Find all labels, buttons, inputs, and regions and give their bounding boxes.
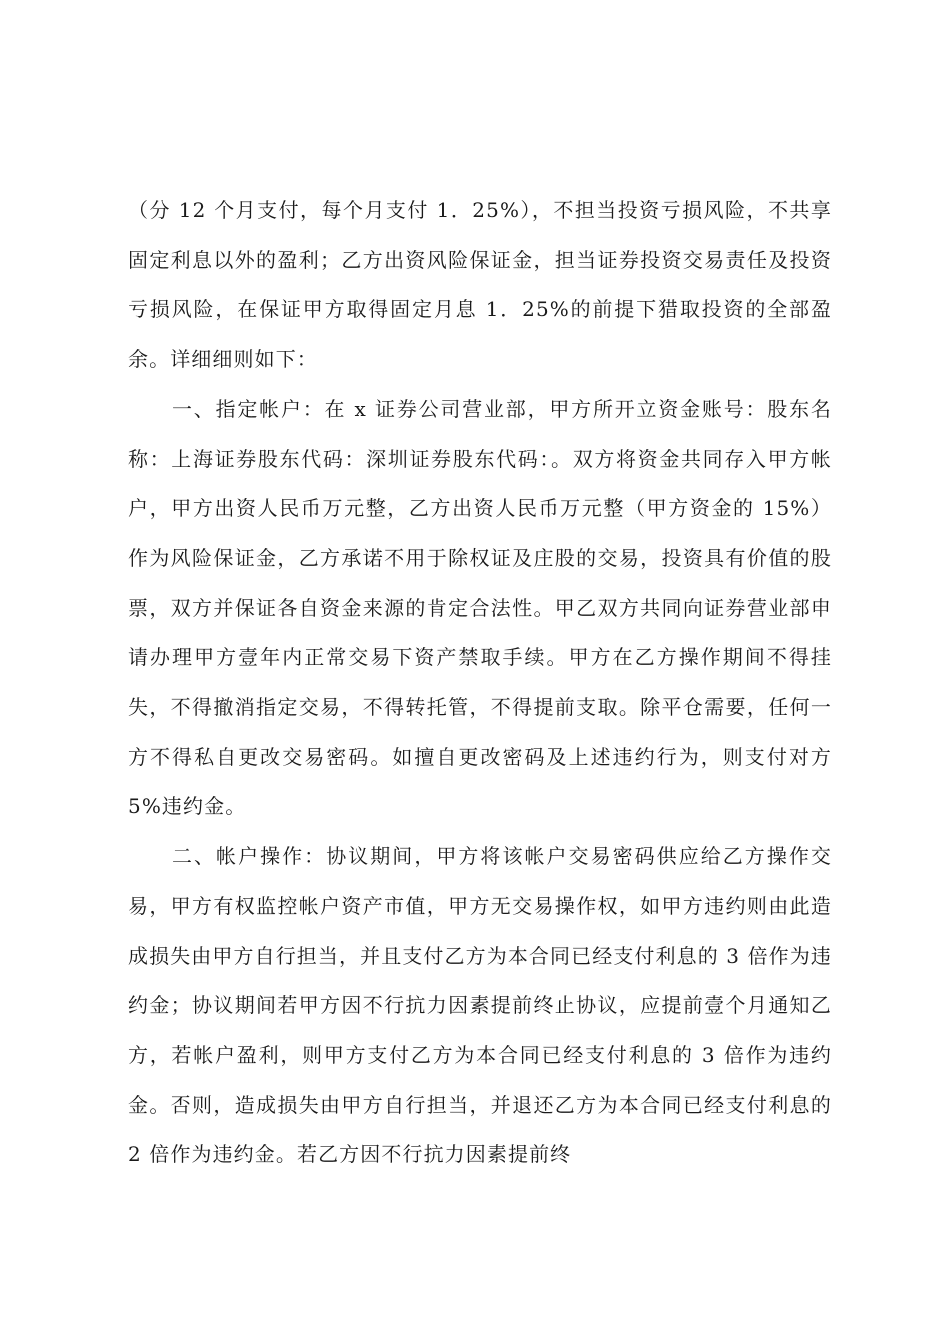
paragraph-clause-1-designated-account: 一、指定帐户：在 x 证券公司营业部，甲方所开立资金账号：股东名称：上海证券股东代码：深圳证券股东代码：。双方将资金共同存入甲方帐户，甲方出资人民币万元整，乙方出资人民币万元整（甲方资金的 15%）作为风险保证金，乙方承诺不用于除权证及庄股的交易，投资具有价值的股票，双方并保证各自资金来源的肯定合法性。甲乙双方共同向证券营业部申请办理甲方壹年内正常交易下资产禁取手续。甲方在乙方操作期间不得挂失，不得撤消指定交易，不得转托管，不得提前支取。除平仓需要，任何一方不得私自更改交易密码。如擅自更改密码及上述违约行为，则支付对方 5%违约金。 (128, 396, 832, 819)
paragraph-intro-continuation: （分 12 个月支付，每个月支付 1．25%），不担当投资亏损风险，不共享固定利息以外的盈利；乙方出资风险保证金，担当证券投资交易责任及投资亏损风险，在保证甲方取得固定月息 1．25%的前提下猎取投资的全部盈余。详细细则如下： (128, 198, 832, 372)
document-body (128, 186, 832, 1180)
paragraph-clause-2-account-operation: 二、帐户操作：协议期间，甲方将该帐户交易密码供应给乙方操作交易，甲方有权监控帐户资产市值，甲方无交易操作权，如甲方违约则由此造成损失由甲方自行担当，并且支付乙方为本合同已经支付利息的 3 倍作为违约金；协议期间若甲方因不行抗力因素提前终止协议，应提前壹个月通知乙方，若帐户盈利，则甲方支付乙方为本合同已经支付利息的 3 倍作为违约金。否则，造成损失由甲方自行担当，并退还乙方为本合同已经支付利息的 2 倍作为违约金。若乙方因不行抗力因素提前终 (128, 844, 832, 1167)
